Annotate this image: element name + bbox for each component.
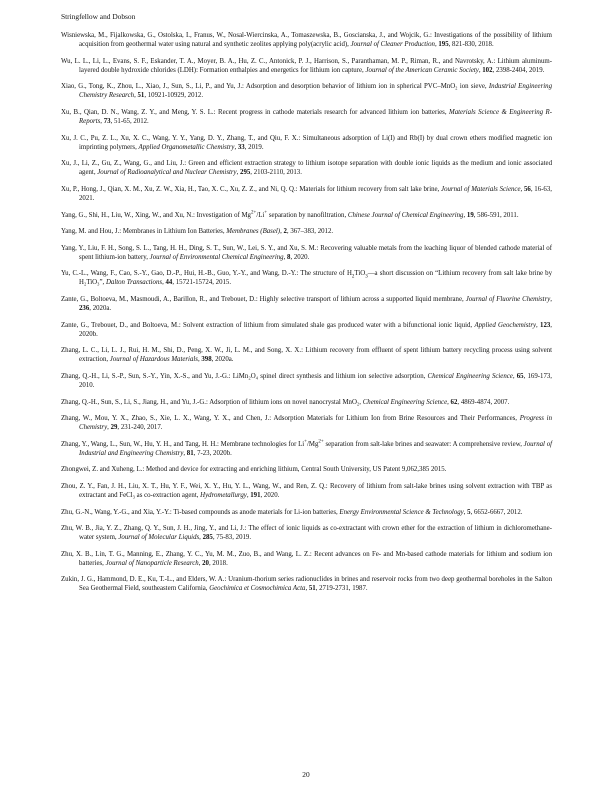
reference-item: Zhang, L. C., Li, L. J., Rui, H. M., Shi, D., Peng, X. W., Ji, L. M., and Song, X. X.: Lithium recovery from effluent of spent lithium battery recycling process using solvent extraction, Journal of Hazardous Materials, 398, 2020a. bbox=[61, 347, 552, 364]
reference-item: Zukin, J. G., Hammond, D. E., Ku, T.-L., and Elders, W. A.: Uranium-thorium series radionuclides in brines and reservoir rocks from two deep geothermal boreholes in the Salton Sea Geothermal Field, southeastern California, Geochimica et Cosmochimica Acta, 51, 2719-2731, 1987. bbox=[61, 576, 552, 593]
reference-item: Xu, B., Qian, D. N., Wang, Z. Y., and Meng, Y. S. L.: Recent progress in cathode materials research for advanced lithium ion batteries, Materials Science & Engineering R-Reports, 73, 51-65, 2012. bbox=[61, 108, 552, 126]
reference-item: Yu, C.-L., Wang, F., Cao, S.-Y., Gao, D.-P., Hui, H.-B., Guo, Y.-Y., and Wang, D.-Y.: The structure of $H_2TiO_3—a$ short discussion on “Lithium recovery from salt lake brine by H₂TiO₃”, Dalton Transactions, 44, 15721-15724, 2015. bbox=[61, 270, 552, 287]
reference-item: Yang, M. and Hou, J.: Membranes in Lithium Ion Batteries, Membranes (Basel), 2, 367–383, 2012. bbox=[61, 228, 334, 236]
reference-item: Xu, P., Hong, J., Qian, X. M., Xu, Z. W., Xia, H., Tao, X. C., Xu, Z. Z., and Ni, Q. Q.: Materials for lithium recovery from salt lake brine, Journal of Materials Science, 56, 16-63, 2021. bbox=[61, 185, 552, 203]
reference-item: Zhu, X. B., Lin, T. G., Manning, E., Zhang, Y. C., Yu, M. M., Zuo, B., and Wang, L. Z.: Recent advances on Fe- and Mn-based cathode materials for lithium and sodium ion batteries, Journal of Nanoparticle Research, 20, 2018. bbox=[61, 550, 552, 567]
reference-item: Zhu, G.-N., Wang, Y.-G., and Xia, Y.-Y.: Ti-based compounds as anode materials for Li-ion batteries, Energy Environmental Science & Technology, 5, 6652-6667, 2012. bbox=[61, 508, 523, 516]
running-head: Stringfellow and Dobson bbox=[61, 12, 136, 21]
reference-item: Zhang, W., Mou, Y. X., Zhao, S., Xie, L. X., Wang, Y. X., and Chen, J.: Adsorption Materials for Lithium Ion from Brine Resources and Their Performances, Progress in Chemistry, 29, 231-240, 2017. bbox=[61, 415, 553, 432]
reference-item: Zhang, Q.-H., Li, S.-P., Sun, S.-Y., Yin, X.-S., and Yu, J.-G.: LiMn₂O₄ spinel direct synthesis and lithium ion selective adsorption, Chemical Engineering Science, 65, 169-173, 2010. bbox=[61, 372, 552, 390]
reference-item: Wu, L. L., Li, L., Evans, S. F., Eskander, T. A., Moyer, B. A., Hu, Z. C., Antonick, P. J., Harrison, S., Paranthaman, M. P., Riman, R., and Navrotsky, A.: Lithium aluminum-layered double hydroxide chlorides (LDH): Formation enthalpies and energetics for lithium ion capture, Journal of the American Ceramic Society, 102, 2398-2404, 2019. bbox=[61, 57, 552, 74]
reference-item: Zhongwei, Z. and Xuheng, L.: Method and device for extracting and enriching lithium, Central South University, US Patent 9,062,385 2015. bbox=[61, 466, 447, 474]
reference-item: Zhu, W. B., Jia, Y. Z., Zhang, Q. Y., Sun, J. H., Jing, Y., and Li, J.: The effect of ionic liquids as co-extractant with crown ether for the extraction of lithium in dichloromethane-water system, Journal of Molecular Liquids, 285, 75-83, 2019. bbox=[61, 525, 552, 542]
reference-item: Xu, J. C., Pu, Z. L., Xu, X. C., Wang, Y. Y., Yang, D. Y., Zhang, T., and Qiu, F. X.: Simultaneous adsorption of Li(I) and Rb(I) by dual crown ethers modified magnetic ion imprinting polymers, Applied Organometallic Chemistry, 33, 2019. bbox=[61, 134, 552, 151]
reference-item: Zhang, Y., Wang, L., Sun, W., Hu, Y. H., and Tang, H. H.: Membrane technologies for $Li^+/Mg^{2+}$ separation from salt-lake brines and seawater: A comprehensive review, Journal of Industrial and Engineering Chemistry, 81, 7-23, 2020b. bbox=[61, 439, 553, 457]
reference-item: Xu, J., Li, Z., Gu, Z., Wang, G., and Liu, J.: Green and efficient extraction strategy to lithium isotope separation with double ionic liquids as the medium and ionic associated agent, Journal of Radioanalytical and Nuclear Chemistry, 295, 2103-2110, 2013. bbox=[61, 160, 552, 177]
page-number: 20 bbox=[302, 770, 310, 779]
reference-item: Zhang, Q.-H., Sun, S., Li, S., Jiang, H., and Yu, J.-G.: Adsorption of lithium ions on novel nanocrystal MnO₂, Chemical Engineering Science, 62, 4869-4874, 2007. bbox=[61, 398, 510, 406]
reference-item: Zhou, Z. Y., Fan, J. H., Liu, X. T., Hu, Y. F., Wei, X. Y., Hu, Y. L., Wang, W., and Ren, Z. Q.: Recovery of lithium from salt-lake brines using solvent extraction with TBP as extractant and FeCl₃ as co-extraction agent, Hydrometallurgy, 191, 2020. bbox=[61, 482, 552, 499]
reference-item: Xiao, G., Tong, K., Zhou, L., Xiao, J., Sun, S., Li, P., and Yu, J.: Adsorption and desorption behavior of lithium ion in spherical PVC–MnO₂ ion sieve, Industrial Engineering Chemistry Research, 51, 10921-10929, 2012. bbox=[61, 83, 553, 100]
reference-item: Yang, Y., Liu, F. H., Song, S. L., Tang, H. H., Ding, S. T., Sun, W., Lei, S. Y., and Xu, S. M.: Recovering valuable metals from the leaching liquor of blended cathode material of spent lithium-ion battery, Journal of Environmental Chemical Engineering, 8, 2020. bbox=[61, 244, 552, 261]
reference-list bbox=[61, 31, 552, 601]
reference-item: Yang, G., Shi, H., Liu, W., Xing, W., and Xu, N.: Investigation of $Mg^{2+}/Li^+$ separation by nanofiltration, Chinese Journal of Chemical Engineering, 19, 586-591, 2011. bbox=[61, 210, 519, 219]
reference-item: Zante, G., Boltoeva, M., Masmoudi, A., Barillon, R., and Trebouet, D.: Highly selective transport of lithium across a supported liquid membrane, Journal of Fluorine Chemistry, 236, 2020a. bbox=[61, 295, 552, 313]
reference-item: Wisniewska, M., Fijalkowska, G., Ostolska, I., Franus, W., Nosal-Wiercinska, A., Tomaszewska, B., Goscianska, J., and Wojcik, G.: Investigations of the possibility of lithium acquisition from geothermal water using natural and synthetic zeolites applying poly(acrylic acid), Journal of Cleaner Production, 195, 821-830, 2018. bbox=[61, 32, 552, 49]
reference-item: Zante, G., Trebouet, D., and Boltoeva, M.: Solvent extraction of lithium from simulated shale gas produced water with a bifunctional ionic liquid, Applied Geochemistry, 123, 2020b. bbox=[61, 321, 553, 338]
